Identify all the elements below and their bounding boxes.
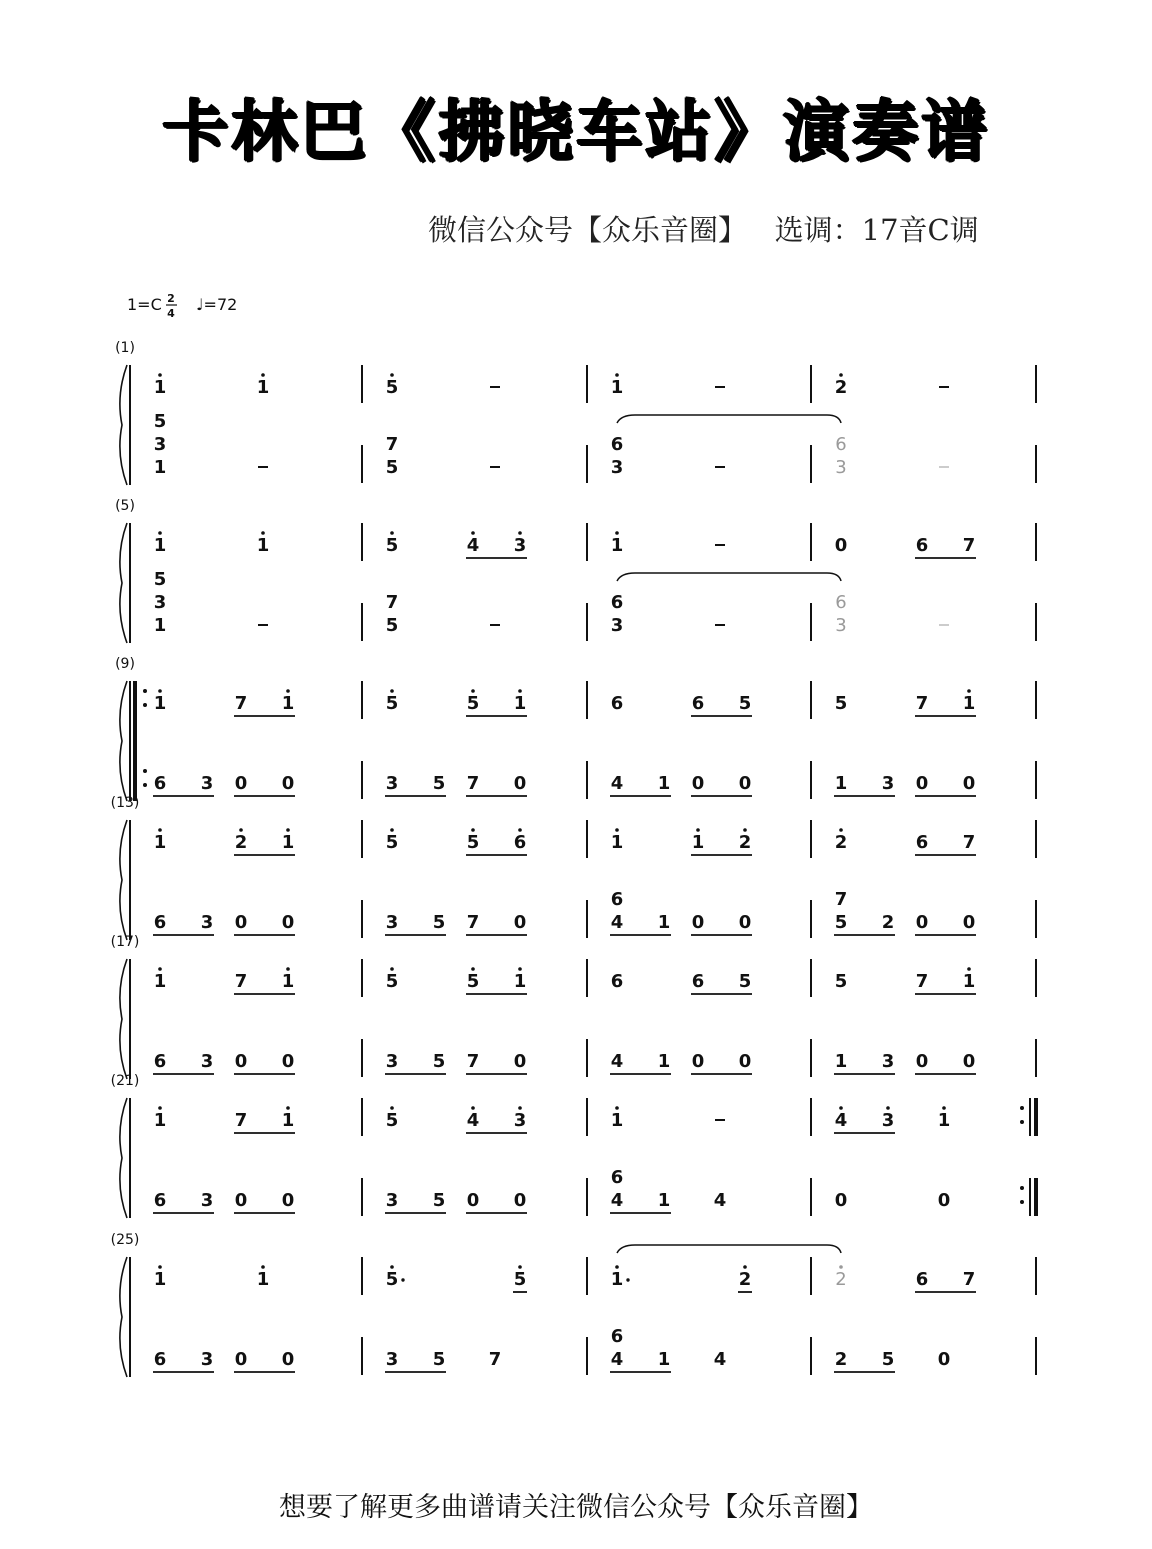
note-digit: 7: [962, 832, 976, 853]
note-digit: 0: [834, 1190, 848, 1211]
note-digit: 6: [691, 971, 705, 992]
note-digit: 1: [281, 832, 295, 853]
note-digit: 3: [881, 1051, 895, 1072]
high-octave-dot: [390, 828, 394, 832]
note-digit: 3: [385, 773, 399, 794]
note-digit: 4: [610, 912, 624, 933]
repeat-dot: [143, 783, 147, 787]
note-digit: 0: [281, 773, 295, 794]
high-octave-dot: [696, 828, 700, 832]
high-octave-dot: [390, 1106, 394, 1110]
note-digit: 3: [200, 1190, 214, 1211]
high-octave-dot: [261, 373, 265, 377]
note-digit: 3: [835, 457, 847, 478]
note-digit: 3: [385, 1349, 399, 1370]
note-digit: 3: [385, 1051, 399, 1072]
note-digit: 0: [738, 912, 752, 933]
high-octave-dot: [615, 373, 619, 377]
tie-arc: [617, 1245, 841, 1253]
note-digit: 7: [234, 693, 248, 714]
time-signature-top: 2: [167, 292, 175, 305]
note-digit: 4: [610, 1349, 624, 1370]
note-digit: 5: [385, 377, 399, 398]
note-digit: 0: [691, 912, 705, 933]
note-digit: 2: [738, 832, 752, 853]
chord-note: 6: [610, 889, 624, 910]
measure-number: (5): [115, 498, 135, 514]
note-digit: 5: [385, 971, 399, 992]
system-brace: [120, 523, 127, 643]
note-digit: 1: [834, 1051, 848, 1072]
note-digit: 0: [915, 912, 929, 933]
measure-number: (9): [115, 656, 135, 672]
high-octave-dot: [471, 531, 475, 535]
high-octave-dot: [158, 373, 162, 377]
high-octave-dot: [942, 1106, 946, 1110]
note-digit: 0: [281, 1190, 295, 1211]
note-digit: 0: [234, 1190, 248, 1211]
high-octave-dot: [615, 828, 619, 832]
page-title: 卡林巴《拂晓车站》演奏谱: [162, 93, 990, 170]
chord-note: 6: [610, 434, 624, 455]
high-octave-dot: [158, 689, 162, 693]
note-digit: 3: [385, 912, 399, 933]
note-digit: 4: [834, 1110, 848, 1131]
note-digit: 5: [881, 1349, 895, 1370]
note-digit: 0: [281, 1349, 295, 1370]
note-digit: 5: [385, 693, 399, 714]
note-digit: 6: [915, 832, 929, 853]
note-digit: 6: [153, 773, 167, 794]
note-digit: 1: [281, 971, 295, 992]
measure-number: (17): [110, 934, 140, 950]
note-digit: 5: [385, 832, 399, 853]
high-octave-dot: [518, 531, 522, 535]
high-octave-dot: [286, 689, 290, 693]
note-digit: 1: [153, 971, 167, 992]
note-digit: 0: [691, 773, 705, 794]
note-digit: 4: [610, 1190, 624, 1211]
note-digit: 1: [153, 535, 167, 556]
high-octave-dot: [390, 373, 394, 377]
system-brace: [120, 820, 127, 940]
subtitle: 微信公众号【众乐音圈】 选调：17音C调: [428, 213, 979, 247]
repeat-dot: [1020, 1200, 1024, 1204]
high-octave-dot: [158, 967, 162, 971]
note-digit: 0: [915, 773, 929, 794]
high-octave-dot: [158, 828, 162, 832]
note-digit: 5: [432, 1349, 446, 1370]
note-digit: 1: [962, 693, 976, 714]
note-digit: 1: [256, 1269, 270, 1290]
chord-note: 7: [385, 434, 399, 455]
note-digit: 7: [234, 971, 248, 992]
high-octave-dot: [743, 1265, 747, 1269]
note-digit: 6: [153, 1190, 167, 1211]
note-digit: 1: [153, 457, 167, 478]
note-digit: 5: [432, 1051, 446, 1072]
note-digit: 0: [234, 1349, 248, 1370]
note-digit: 6: [610, 971, 624, 992]
note-digit: 7: [234, 1110, 248, 1131]
key-signature: 1=C: [127, 295, 162, 314]
chord-note: 6: [835, 592, 847, 613]
high-octave-dot: [615, 1106, 619, 1110]
system-brace: [120, 365, 127, 485]
note-digit: 5: [385, 535, 399, 556]
note-digit: 5: [834, 693, 848, 714]
note-digit: 1: [937, 1110, 951, 1131]
note-digit: 1: [610, 377, 624, 398]
note-digit: 0: [513, 773, 527, 794]
note-digit: 1: [657, 1349, 671, 1370]
repeat-dot: [143, 703, 147, 707]
note-digit: 5: [466, 693, 480, 714]
high-octave-dot: [839, 1265, 843, 1269]
chord-note: 7: [385, 592, 399, 613]
high-octave-dot: [390, 967, 394, 971]
note-digit: 6: [915, 1269, 929, 1290]
high-octave-dot: [471, 828, 475, 832]
note-digit: 1: [610, 832, 624, 853]
note-digit: 0: [513, 1190, 527, 1211]
note-digit: 6: [153, 1349, 167, 1370]
chord-note: 6: [610, 1167, 624, 1188]
measure-number: (1): [115, 340, 135, 356]
high-octave-dot: [518, 828, 522, 832]
note-digit: 0: [962, 912, 976, 933]
note-digit: 1: [610, 1269, 624, 1290]
high-octave-dot: [743, 828, 747, 832]
note-digit: 3: [200, 773, 214, 794]
note-digit: 5: [834, 912, 848, 933]
system-brace: [120, 959, 127, 1079]
time-signature-bottom: 4: [167, 307, 175, 320]
note-digit: 5: [385, 1269, 399, 1290]
high-octave-dot: [967, 967, 971, 971]
note-digit: 0: [915, 1051, 929, 1072]
high-octave-dot: [615, 531, 619, 535]
high-octave-dot: [518, 1265, 522, 1269]
high-octave-dot: [158, 1106, 162, 1110]
footer-note: 想要了解更多曲谱请关注微信公众号【众乐音圈】: [279, 1492, 873, 1523]
high-octave-dot: [518, 967, 522, 971]
note-digit: 0: [691, 1051, 705, 1072]
chord-note: 5: [153, 569, 167, 590]
system-brace: [120, 681, 127, 801]
chord-note: 6: [610, 592, 624, 613]
note-digit: 7: [962, 1269, 976, 1290]
high-octave-dot: [286, 828, 290, 832]
high-octave-dot: [615, 1265, 619, 1269]
measure-number: (13): [110, 795, 140, 811]
note-digit: 7: [962, 535, 976, 556]
note-digit: 2: [834, 1349, 848, 1370]
repeat-dot: [143, 769, 147, 773]
note-digit: 2: [834, 832, 848, 853]
note-digit: 6: [915, 535, 929, 556]
high-octave-dot: [261, 531, 265, 535]
high-octave-dot: [390, 1265, 394, 1269]
note-digit: 7: [466, 1051, 480, 1072]
note-digit: 0: [466, 1190, 480, 1211]
note-digit: 5: [385, 457, 399, 478]
note-digit: 2: [835, 1269, 847, 1290]
note-digit: 0: [962, 1051, 976, 1072]
repeat-dot: [1020, 1186, 1024, 1190]
note-digit: 5: [834, 971, 848, 992]
note-digit: 1: [962, 971, 976, 992]
high-octave-dot: [261, 1265, 265, 1269]
note-digit: 1: [657, 1051, 671, 1072]
note-digit: 5: [513, 1269, 527, 1290]
tie-arc: [617, 415, 841, 423]
repeat-dot: [1020, 1120, 1024, 1124]
note-digit: 6: [153, 912, 167, 933]
note-digit: 0: [738, 773, 752, 794]
note-digit: 7: [466, 912, 480, 933]
high-octave-dot: [286, 1106, 290, 1110]
note-digit: 7: [915, 693, 929, 714]
note-digit: 6: [610, 693, 624, 714]
note-digit: 0: [738, 1051, 752, 1072]
note-digit: 1: [256, 535, 270, 556]
chord-note: 6: [610, 1326, 624, 1347]
note-digit: 1: [153, 1269, 167, 1290]
high-octave-dot: [390, 531, 394, 535]
high-octave-dot: [886, 1106, 890, 1110]
note-digit: 0: [281, 912, 295, 933]
note-digit: 3: [610, 615, 624, 636]
dotted-rhythm-dot: [626, 1278, 629, 1281]
note-digit: 1: [610, 535, 624, 556]
chord-note: 7: [834, 889, 848, 910]
tie-arc: [617, 573, 841, 581]
note-digit: 0: [937, 1190, 951, 1211]
high-octave-dot: [839, 1106, 843, 1110]
high-octave-dot: [471, 689, 475, 693]
chord-note: 6: [835, 434, 847, 455]
note-digit: 5: [466, 832, 480, 853]
note-digit: 5: [738, 971, 752, 992]
note-digit: 7: [915, 971, 929, 992]
note-digit: 4: [713, 1349, 727, 1370]
high-octave-dot: [158, 1265, 162, 1269]
system-brace: [120, 1257, 127, 1377]
note-digit: 3: [385, 1190, 399, 1211]
high-octave-dot: [158, 531, 162, 535]
note-digit: 4: [466, 1110, 480, 1131]
note-digit: 3: [200, 1349, 214, 1370]
note-digit: 1: [657, 1190, 671, 1211]
note-digit: 4: [610, 773, 624, 794]
note-digit: 1: [153, 377, 167, 398]
note-digit: 5: [432, 773, 446, 794]
note-digit: 1: [153, 832, 167, 853]
note-digit: 3: [513, 1110, 527, 1131]
note-digit: 0: [937, 1349, 951, 1370]
note-digit: 2: [881, 912, 895, 933]
note-digit: 1: [153, 615, 167, 636]
note-digit: 4: [713, 1190, 727, 1211]
note-digit: 6: [513, 832, 527, 853]
note-digit: 1: [281, 1110, 295, 1131]
dotted-rhythm-dot: [401, 1278, 404, 1281]
repeat-dot: [1020, 1106, 1024, 1110]
note-digit: 2: [234, 832, 248, 853]
high-octave-dot: [239, 828, 243, 832]
note-digit: 0: [962, 773, 976, 794]
note-digit: 6: [691, 693, 705, 714]
repeat-dot: [143, 689, 147, 693]
note-digit: 0: [513, 912, 527, 933]
note-digit: 3: [881, 773, 895, 794]
note-digit: 1: [153, 693, 167, 714]
note-digit: 3: [200, 912, 214, 933]
note-digit: 0: [234, 1051, 248, 1072]
note-digit: 5: [466, 971, 480, 992]
note-digit: 5: [738, 693, 752, 714]
high-octave-dot: [839, 373, 843, 377]
note-digit: 1: [610, 1110, 624, 1131]
note-digit: 3: [513, 535, 527, 556]
note-digit: 5: [432, 1190, 446, 1211]
note-digit: 4: [466, 535, 480, 556]
note-digit: 3: [835, 615, 847, 636]
note-digit: 6: [153, 1051, 167, 1072]
note-digit: 7: [466, 773, 480, 794]
chord-note: 3: [153, 434, 167, 455]
high-octave-dot: [390, 689, 394, 693]
note-digit: 5: [385, 1110, 399, 1131]
note-digit: 3: [881, 1110, 895, 1131]
note-digit: 1: [256, 377, 270, 398]
note-digit: 1: [281, 693, 295, 714]
system-brace: [120, 1098, 127, 1218]
high-octave-dot: [839, 828, 843, 832]
high-octave-dot: [471, 967, 475, 971]
note-digit: 1: [513, 693, 527, 714]
high-octave-dot: [967, 689, 971, 693]
chord-note: 3: [153, 592, 167, 613]
note-digit: 0: [234, 773, 248, 794]
note-digit: 4: [610, 1051, 624, 1072]
note-digit: 5: [385, 615, 399, 636]
note-digit: 2: [738, 1269, 752, 1290]
tempo-mark: ♩=72: [196, 295, 238, 314]
note-digit: 1: [657, 912, 671, 933]
measure-number: (21): [110, 1073, 140, 1089]
note-digit: 3: [200, 1051, 214, 1072]
note-digit: 0: [513, 1051, 527, 1072]
note-digit: 5: [432, 912, 446, 933]
note-digit: 0: [834, 535, 848, 556]
note-digit: 1: [513, 971, 527, 992]
high-octave-dot: [471, 1106, 475, 1110]
note-digit: 2: [834, 377, 848, 398]
chord-note: 5: [153, 411, 167, 432]
note-digit: 1: [153, 1110, 167, 1131]
high-octave-dot: [518, 1106, 522, 1110]
note-digit: 1: [691, 832, 705, 853]
note-digit: 3: [610, 457, 624, 478]
high-octave-dot: [286, 967, 290, 971]
note-digit: 1: [834, 773, 848, 794]
note-digit: 7: [488, 1349, 502, 1370]
note-digit: 1: [657, 773, 671, 794]
high-octave-dot: [518, 689, 522, 693]
measure-number: (25): [110, 1232, 140, 1248]
note-digit: 0: [234, 912, 248, 933]
note-digit: 0: [281, 1051, 295, 1072]
